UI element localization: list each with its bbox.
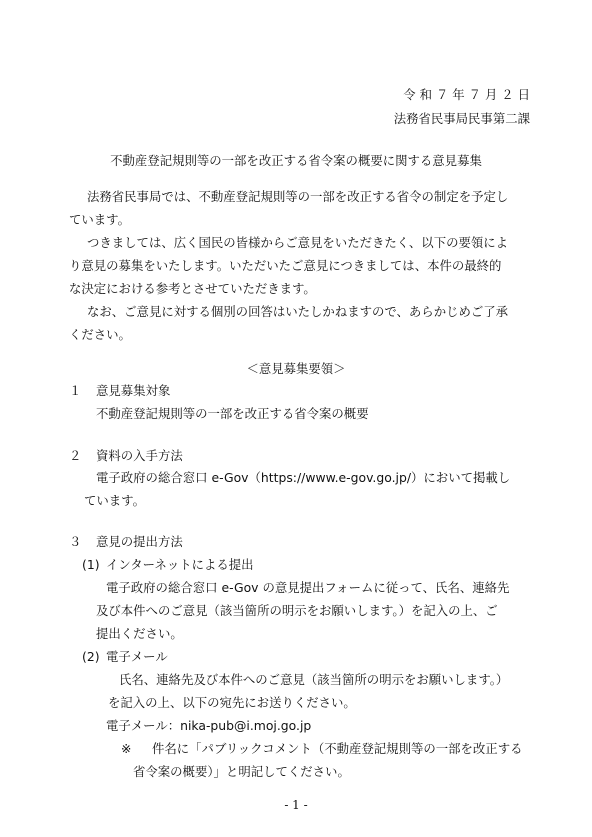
subsection-2-body-line-1: 氏名、連絡先及び本件へのご意見（該当箇所の明示をお願いします。）	[119, 672, 509, 687]
section-2-number: ２	[69, 448, 82, 463]
intro-paragraph-3-line-2: ください。	[69, 327, 131, 342]
intro-paragraph-2-line-2: り意見の募集をいたします。いただいたご意見につきましては、本件の最終的	[69, 258, 502, 273]
page-number: - 1 -	[284, 798, 308, 812]
subsection-1-body-line-3: 提出ください。	[96, 626, 183, 641]
section-3-number: ３	[69, 534, 82, 549]
subsection-2-body-line-2: を記入の上、以下の宛先にお送りください。	[108, 695, 356, 710]
guidelines-heading: ＜意見募集要領＞	[246, 361, 346, 376]
section-2-heading: 資料の入手方法	[96, 448, 183, 463]
section-2-body-line-1: 電子政府の総合窓口 e-Gov（https://www.e-gov.go.jp/）において掲載し	[96, 470, 511, 485]
issuer-line: 法務省民事局民事第二課	[393, 111, 530, 126]
note-line-2: 省令案の概要）」と明記してください。	[133, 764, 350, 779]
intro-paragraph-1-line-2: ています。	[69, 212, 130, 227]
subsection-2-number: (2)	[82, 649, 100, 664]
section-1-body: 不動産登記規則等の一部を改正する省令案の概要	[96, 406, 369, 421]
subsection-2-heading: 電子メール	[106, 649, 168, 664]
section-2-body-line-2: ています。	[84, 493, 145, 508]
intro-paragraph-3-line-1: なお、ご意見に対する個別の回答はいたしかねますので、あらかじめご了承	[87, 304, 509, 319]
document-title: 不動産登記規則等の一部を改正する省令案の概要に関する意見募集	[110, 153, 482, 168]
email-address-line[interactable]: 電子メール：nika-pub@i.moj.go.jp	[106, 718, 312, 733]
subsection-1-number: (1)	[82, 557, 100, 572]
intro-paragraph-2-line-3: な決定における参考とさせていただきます。	[69, 281, 316, 296]
section-3-heading: 意見の提出方法	[96, 534, 183, 549]
note-mark: ※	[121, 741, 132, 756]
section-1-number: １	[69, 383, 82, 398]
note-line-1: 件名に「パブリックコメント（不動産登記規則等の一部を改正する	[152, 741, 523, 756]
subsection-1-body-line-1: 電子政府の総合窓口 e-Gov の意見提出フォームに従って、氏名、連絡先	[106, 580, 510, 595]
subsection-1-heading: インターネットによる提出	[106, 557, 254, 572]
intro-paragraph-1-line-1: 法務省民事局では、不動産登記規則等の一部を改正する省令の制定を予定し	[87, 189, 509, 204]
section-1-heading: 意見募集対象	[96, 383, 171, 398]
date-line: 令 和 ７ 年 ７ 月 ２ 日	[403, 87, 530, 102]
subsection-1-body-line-2: 及び本件へのご意見（該当箇所の明示をお願いします。）を記入の上、ご	[96, 603, 498, 618]
intro-paragraph-2-line-1: つきましては、広く国民の皆様からご意見をいただきたく、以下の要領によ	[87, 235, 509, 250]
